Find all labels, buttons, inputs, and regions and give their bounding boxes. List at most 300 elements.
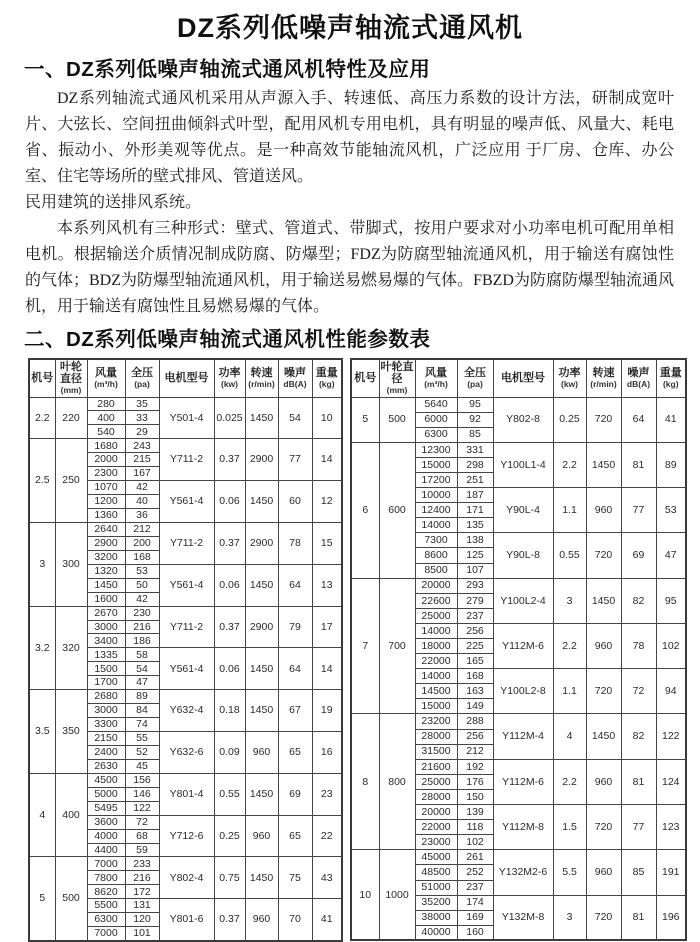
cell-airflow: 14000 xyxy=(415,669,457,684)
cell-airflow: 1600 xyxy=(87,592,125,606)
cell-motor-model: Y100L2-8 xyxy=(493,669,553,714)
cell-power: 2.2 xyxy=(553,623,586,668)
table-row xyxy=(351,442,686,457)
cell-pressure: 42 xyxy=(125,481,159,495)
cell-airflow: 1335 xyxy=(87,648,125,662)
cell-noise: 81 xyxy=(621,759,656,804)
cell-pressure: 138 xyxy=(457,533,493,548)
cell-pressure: 174 xyxy=(457,895,493,910)
cell-airflow: 20000 xyxy=(415,578,457,593)
cell-airflow: 1200 xyxy=(87,495,125,509)
cell-motor-model: Y100L2-4 xyxy=(493,578,553,623)
cell-pressure: 89 xyxy=(125,690,159,704)
performance-table-container xyxy=(28,358,700,942)
cell-motor-model: Y132M-8 xyxy=(493,895,553,940)
cell-model-no: 8 xyxy=(351,714,379,850)
cell-model-no: 2.2 xyxy=(29,397,55,439)
cell-weight: 196 xyxy=(656,895,686,940)
col-header-motor-model: 电机型号 xyxy=(159,359,214,397)
cell-pressure: 107 xyxy=(457,563,493,578)
table-row xyxy=(29,857,342,871)
cell-noise: 72 xyxy=(621,669,656,714)
cell-pressure: 298 xyxy=(457,457,493,472)
cell-pressure: 29 xyxy=(125,425,159,439)
cell-speed: 1450 xyxy=(586,578,621,623)
cell-airflow: 23200 xyxy=(415,714,457,729)
cell-motor-model: Y711-2 xyxy=(159,606,214,648)
cell-pressure: 261 xyxy=(457,850,493,865)
cell-power: 1.1 xyxy=(553,669,586,714)
cell-pressure: 212 xyxy=(125,522,159,536)
cell-power: 2.2 xyxy=(553,759,586,804)
cell-pressure: 135 xyxy=(457,518,493,533)
cell-pressure: 256 xyxy=(457,729,493,744)
cell-airflow: 4400 xyxy=(87,843,125,857)
cell-speed: 720 xyxy=(586,805,621,850)
cell-airflow: 6300 xyxy=(87,913,125,927)
table-header-row xyxy=(351,359,686,397)
cell-power: 3 xyxy=(553,895,586,940)
cell-pressure: 288 xyxy=(457,714,493,729)
cell-airflow: 4500 xyxy=(87,773,125,787)
cell-noise: 79 xyxy=(278,606,312,648)
cell-pressure: 58 xyxy=(125,648,159,662)
cell-motor-model: Y132M2-6 xyxy=(493,850,553,895)
cell-airflow: 28000 xyxy=(415,729,457,744)
cell-speed: 1450 xyxy=(245,397,278,439)
cell-airflow: 6000 xyxy=(415,412,457,427)
cell-pressure: 168 xyxy=(457,669,493,684)
cell-airflow: 21600 xyxy=(415,759,457,774)
cell-pressure: 200 xyxy=(125,536,159,550)
cell-noise: 77 xyxy=(621,805,656,850)
cell-pressure: 45 xyxy=(125,759,159,773)
cell-airflow: 22600 xyxy=(415,593,457,608)
cell-pressure: 149 xyxy=(457,699,493,714)
cell-pressure: 52 xyxy=(125,745,159,759)
col-header-pressure: 全压 (pa) xyxy=(457,359,493,397)
cell-model-no: 6 xyxy=(351,442,379,578)
cell-motor-model: Y632-6 xyxy=(159,732,214,774)
cell-model-no: 2.5 xyxy=(29,439,55,523)
cell-pressure: 122 xyxy=(125,801,159,815)
cell-airflow: 31500 xyxy=(415,744,457,759)
col-header-airflow: 风量 (m³/h) xyxy=(415,359,457,397)
cell-power: 0.06 xyxy=(214,564,245,606)
cell-airflow: 17200 xyxy=(415,472,457,487)
cell-speed: 960 xyxy=(586,850,621,895)
cell-impeller-diameter: 320 xyxy=(55,606,87,690)
cell-power: 0.06 xyxy=(214,481,245,523)
cell-airflow: 3200 xyxy=(87,550,125,564)
table-row xyxy=(29,397,342,411)
cell-weight: 22 xyxy=(312,815,342,857)
cell-noise: 81 xyxy=(621,895,656,940)
cell-pressure: 33 xyxy=(125,411,159,425)
cell-noise: 82 xyxy=(621,714,656,759)
cell-pressure: 74 xyxy=(125,718,159,732)
cell-pressure: 225 xyxy=(457,639,493,654)
cell-pressure: 35 xyxy=(125,397,159,411)
cell-speed: 960 xyxy=(245,815,278,857)
cell-airflow: 1450 xyxy=(87,578,125,592)
cell-speed: 2900 xyxy=(245,439,278,481)
col-header-impeller-diameter: 叶轮直径 (mm) xyxy=(379,359,415,397)
cell-airflow: 7000 xyxy=(87,857,125,871)
cell-speed: 1450 xyxy=(245,690,278,732)
cell-airflow: 3600 xyxy=(87,815,125,829)
col-header-pressure: 全压 (pa) xyxy=(125,359,159,397)
cell-airflow: 8620 xyxy=(87,885,125,899)
cell-pressure: 233 xyxy=(125,857,159,871)
performance-table-left xyxy=(28,358,343,942)
cell-pressure: 50 xyxy=(125,578,159,592)
cell-power: 2.2 xyxy=(553,442,586,487)
cell-power: 0.75 xyxy=(214,857,245,899)
cell-speed: 960 xyxy=(586,488,621,533)
cell-airflow: 20000 xyxy=(415,805,457,820)
cell-airflow: 2680 xyxy=(87,690,125,704)
cell-airflow: 2000 xyxy=(87,453,125,467)
cell-airflow: 35200 xyxy=(415,895,457,910)
cell-airflow: 28000 xyxy=(415,789,457,804)
cell-airflow: 7300 xyxy=(415,533,457,548)
cell-weight: 10 xyxy=(312,397,342,439)
cell-weight: 15 xyxy=(312,522,342,564)
cell-pressure: 47 xyxy=(125,676,159,690)
cell-noise: 64 xyxy=(278,564,312,606)
cell-impeller-diameter: 800 xyxy=(379,714,415,850)
page-title: DZ系列低噪声轴流式通风机 xyxy=(177,13,523,43)
cell-weight: 94 xyxy=(656,669,686,714)
cell-motor-model: Y632-4 xyxy=(159,690,214,732)
cell-noise: 75 xyxy=(278,857,312,899)
cell-pressure: 84 xyxy=(125,704,159,718)
cell-model-no: 3 xyxy=(29,522,55,606)
cell-pressure: 331 xyxy=(457,442,493,457)
cell-pressure: 168 xyxy=(125,550,159,564)
cell-motor-model: Y112M-8 xyxy=(493,805,553,850)
table-row xyxy=(29,773,342,787)
cell-airflow: 7000 xyxy=(87,927,125,941)
cell-airflow: 48500 xyxy=(415,865,457,880)
cell-airflow: 25000 xyxy=(415,774,457,789)
cell-motor-model: Y802-8 xyxy=(493,397,553,442)
cell-model-no: 3.5 xyxy=(29,690,55,774)
cell-speed: 720 xyxy=(586,895,621,940)
cell-pressure: 95 xyxy=(457,397,493,412)
cell-weight: 14 xyxy=(312,439,342,481)
cell-weight: 19 xyxy=(312,690,342,732)
col-header-motor-model: 电机型号 xyxy=(493,359,553,397)
cell-pressure: 42 xyxy=(125,592,159,606)
cell-airflow: 51000 xyxy=(415,880,457,895)
cell-airflow: 400 xyxy=(87,411,125,425)
cell-power: 0.55 xyxy=(214,773,245,815)
cell-weight: 13 xyxy=(312,564,342,606)
cell-airflow: 8500 xyxy=(415,563,457,578)
cell-airflow: 3300 xyxy=(87,718,125,732)
table-row xyxy=(29,522,342,536)
cell-speed: 1450 xyxy=(586,714,621,759)
cell-weight: 41 xyxy=(656,397,686,442)
cell-speed: 1450 xyxy=(245,481,278,523)
cell-pressure: 171 xyxy=(457,503,493,518)
cell-motor-model: Y711-2 xyxy=(159,439,214,481)
cell-noise: 82 xyxy=(621,578,656,623)
cell-motor-model: Y561-4 xyxy=(159,564,214,606)
cell-airflow: 2150 xyxy=(87,732,125,746)
cell-airflow: 2300 xyxy=(87,467,125,481)
cell-motor-model: Y90L-8 xyxy=(493,533,553,578)
cell-power: 1.1 xyxy=(553,488,586,533)
cell-airflow: 2640 xyxy=(87,522,125,536)
cell-noise: 65 xyxy=(278,815,312,857)
cell-impeller-diameter: 700 xyxy=(379,578,415,714)
cell-airflow: 5500 xyxy=(87,899,125,913)
cell-weight: 95 xyxy=(656,578,686,623)
cell-airflow: 15000 xyxy=(415,699,457,714)
cell-airflow: 25000 xyxy=(415,608,457,623)
cell-power: 0.37 xyxy=(214,606,245,648)
cell-airflow: 1320 xyxy=(87,564,125,578)
cell-airflow: 1680 xyxy=(87,439,125,453)
cell-pressure: 192 xyxy=(457,759,493,774)
cell-pressure: 139 xyxy=(457,805,493,820)
cell-weight: 123 xyxy=(656,805,686,850)
cell-power: 0.18 xyxy=(214,690,245,732)
table-row xyxy=(29,690,342,704)
cell-weight: 53 xyxy=(656,488,686,533)
cell-pressure: 165 xyxy=(457,654,493,669)
col-header-impeller-diameter: 叶轮直径 (mm) xyxy=(55,359,87,397)
col-header-model-no: 机号 xyxy=(29,359,55,397)
cell-pressure: 150 xyxy=(457,789,493,804)
cell-motor-model: Y112M-4 xyxy=(493,714,553,759)
col-header-power: 功率 (kw) xyxy=(553,359,586,397)
cell-power: 0.25 xyxy=(553,397,586,442)
cell-speed: 960 xyxy=(586,759,621,804)
cell-noise: 67 xyxy=(278,690,312,732)
cell-motor-model: Y802-4 xyxy=(159,857,214,899)
cell-airflow: 5000 xyxy=(87,787,125,801)
cell-pressure: 187 xyxy=(457,488,493,503)
cell-power: 0.09 xyxy=(214,732,245,774)
table-header-row xyxy=(29,359,342,397)
cell-weight: 191 xyxy=(656,850,686,895)
cell-airflow: 45000 xyxy=(415,850,457,865)
cell-pressure: 216 xyxy=(125,871,159,885)
cell-impeller-diameter: 600 xyxy=(379,442,415,578)
cell-weight: 23 xyxy=(312,773,342,815)
col-header-airflow: 风量 (m³/h) xyxy=(87,359,125,397)
paragraph-features-1: DZ系列轴流式通风机采用从声源入手、转速低、高压力系数的设计方法，研制成宽叶片、大弦长、空间扭曲倾斜式叶型，配用风机专用电机，具有明显的噪声低、风量大、耗电省、振动小、外形美观等优点。是一种高效节能轴流风机，广泛应用 于厂房、仓库、办公室、住宅等场所的壁式排风、管道送风。 xyxy=(25,90,674,185)
cell-airflow: 5495 xyxy=(87,801,125,815)
cell-airflow: 1360 xyxy=(87,509,125,523)
cell-weight: 43 xyxy=(312,857,342,899)
cell-power: 0.025 xyxy=(214,397,245,439)
cell-noise: 78 xyxy=(621,623,656,668)
cell-pressure: 131 xyxy=(125,899,159,913)
cell-motor-model: Y711-2 xyxy=(159,522,214,564)
col-header-power: 功率 (kw) xyxy=(214,359,245,397)
cell-pressure: 160 xyxy=(457,925,493,940)
cell-pressure: 216 xyxy=(125,620,159,634)
cell-weight: 89 xyxy=(656,442,686,487)
cell-noise: 64 xyxy=(621,397,656,442)
cell-airflow: 38000 xyxy=(415,910,457,925)
cell-pressure: 101 xyxy=(125,927,159,941)
cell-impeller-diameter: 1000 xyxy=(379,850,415,941)
cell-airflow: 10000 xyxy=(415,488,457,503)
paragraph-forms: 本系列风机有三种形式：壁式、管道式、带脚式，按用户要求对小功率电机可配用单相电机。根据输送介质情况制成防腐、防爆型；FDZ为防腐型轴流通风机，用于输送有腐蚀性的气体；BDZ为防爆型轴流通风机，用于输送易燃易爆的气体。FBZD为防腐防爆型轴流通风机，用于输送有腐蚀性且易燃易爆的气体。 xyxy=(25,220,674,315)
cell-speed: 2900 xyxy=(245,606,278,648)
cell-motor-model: Y712-6 xyxy=(159,815,214,857)
cell-airflow: 8600 xyxy=(415,548,457,563)
cell-pressure: 212 xyxy=(457,744,493,759)
section2-heading: 二、DZ系列低噪声轴流式通风机性能参数表 xyxy=(24,328,431,351)
cell-pressure: 215 xyxy=(125,453,159,467)
cell-impeller-diameter: 500 xyxy=(55,857,87,941)
col-header-speed: 转速 (r/min) xyxy=(586,359,621,397)
cell-weight: 102 xyxy=(656,623,686,668)
cell-airflow: 22000 xyxy=(415,654,457,669)
cell-power: 1.5 xyxy=(553,805,586,850)
cell-pressure: 252 xyxy=(457,865,493,880)
cell-airflow: 3000 xyxy=(87,620,125,634)
cell-pressure: 230 xyxy=(125,606,159,620)
cell-airflow: 5640 xyxy=(415,397,457,412)
cell-noise: 69 xyxy=(621,533,656,578)
cell-power: 3 xyxy=(553,578,586,623)
cell-pressure: 72 xyxy=(125,815,159,829)
cell-power: 4 xyxy=(553,714,586,759)
cell-pressure: 243 xyxy=(125,439,159,453)
cell-weight: 12 xyxy=(312,481,342,523)
cell-airflow: 280 xyxy=(87,397,125,411)
cell-airflow: 1070 xyxy=(87,481,125,495)
cell-speed: 720 xyxy=(586,397,621,442)
table-row xyxy=(351,850,686,865)
cell-pressure: 54 xyxy=(125,662,159,676)
cell-noise: 69 xyxy=(278,773,312,815)
cell-pressure: 256 xyxy=(457,623,493,638)
cell-speed: 1450 xyxy=(245,648,278,690)
cell-motor-model: Y561-4 xyxy=(159,481,214,523)
cell-pressure: 68 xyxy=(125,829,159,843)
cell-speed: 1450 xyxy=(586,442,621,487)
cell-airflow: 14000 xyxy=(415,623,457,638)
cell-pressure: 36 xyxy=(125,509,159,523)
cell-airflow: 15000 xyxy=(415,457,457,472)
cell-airflow: 22000 xyxy=(415,820,457,835)
cell-pressure: 40 xyxy=(125,495,159,509)
cell-power: 5.5 xyxy=(553,850,586,895)
cell-motor-model: Y112M-6 xyxy=(493,759,553,804)
cell-impeller-diameter: 400 xyxy=(55,773,87,857)
table-row xyxy=(29,439,342,453)
cell-airflow: 12400 xyxy=(415,503,457,518)
cell-motor-model: Y100L1-4 xyxy=(493,442,553,487)
cell-power: 0.55 xyxy=(553,533,586,578)
cell-motor-model: Y112M-6 xyxy=(493,623,553,668)
cell-weight: 124 xyxy=(656,759,686,804)
paragraph-features-2: 民用建筑的送排风系统。 xyxy=(25,194,202,211)
cell-pressure: 163 xyxy=(457,684,493,699)
col-header-speed: 转速 (r/min) xyxy=(245,359,278,397)
cell-pressure: 186 xyxy=(125,634,159,648)
cell-speed: 960 xyxy=(245,732,278,774)
cell-pressure: 146 xyxy=(125,787,159,801)
cell-airflow: 540 xyxy=(87,425,125,439)
cell-weight: 16 xyxy=(312,732,342,774)
cell-speed: 1450 xyxy=(245,564,278,606)
cell-pressure: 102 xyxy=(457,835,493,850)
col-header-model-no: 机号 xyxy=(351,359,379,397)
cell-airflow: 6300 xyxy=(415,427,457,442)
cell-pressure: 120 xyxy=(125,913,159,927)
cell-speed: 1450 xyxy=(245,857,278,899)
cell-airflow: 7800 xyxy=(87,871,125,885)
cell-noise: 85 xyxy=(621,850,656,895)
cell-speed: 2900 xyxy=(245,522,278,564)
cell-pressure: 118 xyxy=(457,820,493,835)
cell-noise: 77 xyxy=(621,488,656,533)
cell-pressure: 237 xyxy=(457,880,493,895)
cell-noise: 70 xyxy=(278,899,312,941)
cell-weight: 47 xyxy=(656,533,686,578)
cell-noise: 81 xyxy=(621,442,656,487)
table-row xyxy=(351,397,686,412)
cell-speed: 1450 xyxy=(245,773,278,815)
cell-impeller-diameter: 300 xyxy=(55,522,87,606)
cell-power: 0.37 xyxy=(214,522,245,564)
table-row xyxy=(351,578,686,593)
cell-pressure: 53 xyxy=(125,564,159,578)
col-header-noise: 噪声 dB(A) xyxy=(621,359,656,397)
cell-impeller-diameter: 500 xyxy=(379,397,415,442)
cell-pressure: 279 xyxy=(457,593,493,608)
cell-model-no: 3.2 xyxy=(29,606,55,690)
cell-pressure: 85 xyxy=(457,427,493,442)
cell-airflow: 2900 xyxy=(87,536,125,550)
cell-speed: 960 xyxy=(245,899,278,941)
cell-motor-model: Y801-6 xyxy=(159,899,214,941)
cell-airflow: 23000 xyxy=(415,835,457,850)
cell-motor-model: Y801-4 xyxy=(159,773,214,815)
cell-airflow: 3400 xyxy=(87,634,125,648)
cell-noise: 65 xyxy=(278,732,312,774)
table-row xyxy=(29,606,342,620)
col-header-noise: 噪声 dB(A) xyxy=(278,359,312,397)
cell-power: 0.37 xyxy=(214,439,245,481)
cell-weight: 41 xyxy=(312,899,342,941)
cell-power: 0.25 xyxy=(214,815,245,857)
cell-weight: 14 xyxy=(312,648,342,690)
cell-noise: 78 xyxy=(278,522,312,564)
cell-pressure: 237 xyxy=(457,608,493,623)
cell-model-no: 5 xyxy=(29,857,55,941)
cell-pressure: 251 xyxy=(457,472,493,487)
cell-airflow: 18000 xyxy=(415,639,457,654)
table-row xyxy=(351,714,686,729)
cell-airflow: 40000 xyxy=(415,925,457,940)
cell-weight: 122 xyxy=(656,714,686,759)
cell-model-no: 10 xyxy=(351,850,379,941)
cell-model-no: 7 xyxy=(351,578,379,714)
cell-noise: 54 xyxy=(278,397,312,439)
cell-pressure: 156 xyxy=(125,773,159,787)
